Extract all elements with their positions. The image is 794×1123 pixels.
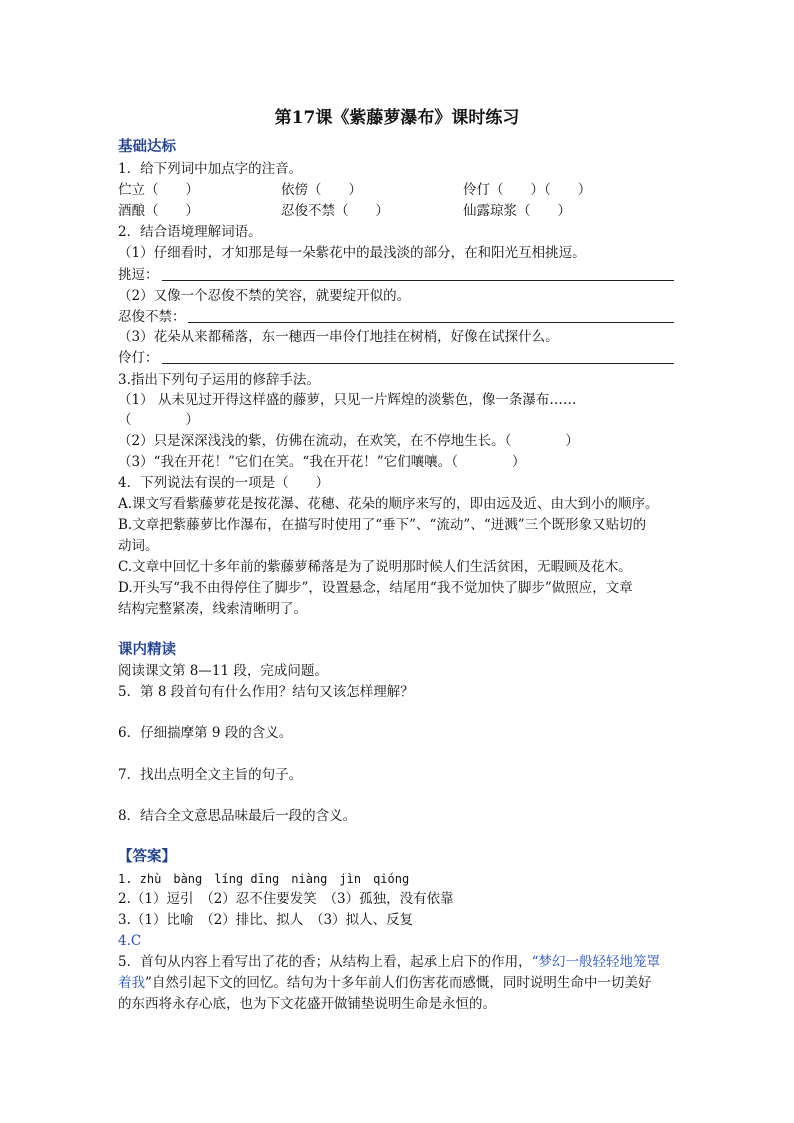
q4-option-a: A.课文写看紫藤萝花是按花瀑、花穗、花朵的顺序来写的，即由远及近、由大到小的顺序。 [118,496,659,512]
q1-item: 伶仃（ ）（ ） [463,182,592,198]
answer-3: 3.（1）比喻 （2）排比、拟人 （3）拟人、反复 [118,912,414,928]
q1-item: 依傍（ ） [281,182,362,198]
q3-stem: 3.指出下列句子运用的修辞手法。 [118,372,320,388]
q1-item: 酒酿（ ） [118,203,199,219]
q4-option-d-cont: 结构完整紧凑，线索清晰明了。 [118,601,307,617]
q1-item: 仙露琼浆（ ） [463,203,571,219]
answer-line [188,322,674,323]
q2-sentence-1: （1）仔细看时，才知那是每一朵紫花中的最浅淡的部分，在和阳光互相挑逗。 [118,245,586,261]
q1-item: 伫立（ ） [118,182,199,198]
q2-stem: 2．结合语境理解词语。 [118,224,262,240]
q1-stem: 1．给下列词中加点字的注音。 [118,161,303,177]
answer-1: 1. zhù bàng líng dīng niàng jìn qióng [118,872,410,886]
section-heading-basic: 基础达标 [118,138,176,155]
answer-5-quote: “梦幻一般轻轻地笼罩 [531,954,660,970]
page-title: 第17课《紫藤萝瀑布》课时练习 [274,108,520,128]
answer-2: 2.（1）逗引 （2）忍不住要发笑 （3）孤独，没有依靠 [118,891,454,907]
answer-5-line-1 [118,952,660,972]
q5: 5．第 8 段首句有什么作用？结句又该怎样理解？ [118,684,414,700]
q4-option-c: C.文章中回忆十多年前的紫藤萝稀落是为了说明那时候人们生活贫困，无暇顾及花木。 [118,559,632,575]
q2-word-1: 挑逗： [118,267,159,283]
section-heading-reading: 课内精读 [118,641,176,658]
answer-5-line-2 [118,973,651,993]
q2-word-2: 忍俊不禁： [118,309,186,325]
q4-option-b: B.文章把紫藤萝比作瀑布，在描写时使用了“垂下”、“流动”、“迸溅”三个既形象又贴切的 [118,517,647,533]
q4-option-d: D.开头写“我不由得停住了脚步”，设置悬念，结尾用“我不觉加快了脚步”做照应，文章 [118,580,633,596]
q6: 6．仔细揣摩第 9 段的含义。 [118,725,293,741]
q3-sentence-2: （2）只是深深浅浅的紫，仿佛在流动，在欢笑，在不停地生长。（ ） [118,433,579,449]
answer-line [162,280,674,281]
answer-line [162,363,674,364]
q2-sentence-2: （2）又像一个忍俊不禁的笑容，就要绽开似的。 [118,288,411,304]
q3-sentence-1: （1） 从未见过开得这样盛的藤萝，只见一片辉煌的淡紫色，像一条瀑布…… [118,392,577,408]
answer-5-line-3: 的东西将永存心底，也为下文花盛开做铺垫说明生命是永恒的。 [118,996,496,1012]
q4-option-b-cont: 动词。 [118,538,159,554]
answer-5-text-cont: ”自然引起下文的回忆。结句为十多年前人们伤害花而感慨，同时说明生命中一切美好 [145,975,652,991]
reading-intro: 阅读课文第 8—11 段，完成问题。 [118,663,328,679]
q3-sentence-3: （3）“我在开花！”它们在笑。“我在开花！”它们嚷嚷。（ ） [118,454,526,470]
q3-blank-1: （ ） [118,412,199,428]
q2-sentence-3: （3）花朵从来都稀落，东一穗西一串伶仃地挂在树梢，好像在试探什么。 [118,329,559,345]
answer-4: 4.C [118,933,142,949]
answer-5-quote-cont: 着我 [118,975,145,991]
q4-stem: 4．下列说法有误的一项是（ ） [118,475,330,491]
q8: 8．结合全文意思品味最后一段的含义。 [118,808,357,824]
q1-item: 忍俊不禁（ ） [281,203,389,219]
answer-5-text: 5．首句从内容上看写出了花的香；从结构上看，起承上启下的作用， [118,954,532,970]
section-heading-answer: 【答案】 [118,848,176,865]
q7: 7．找出点明全文主旨的句子。 [118,767,303,783]
q2-word-3: 伶仃： [118,350,159,366]
